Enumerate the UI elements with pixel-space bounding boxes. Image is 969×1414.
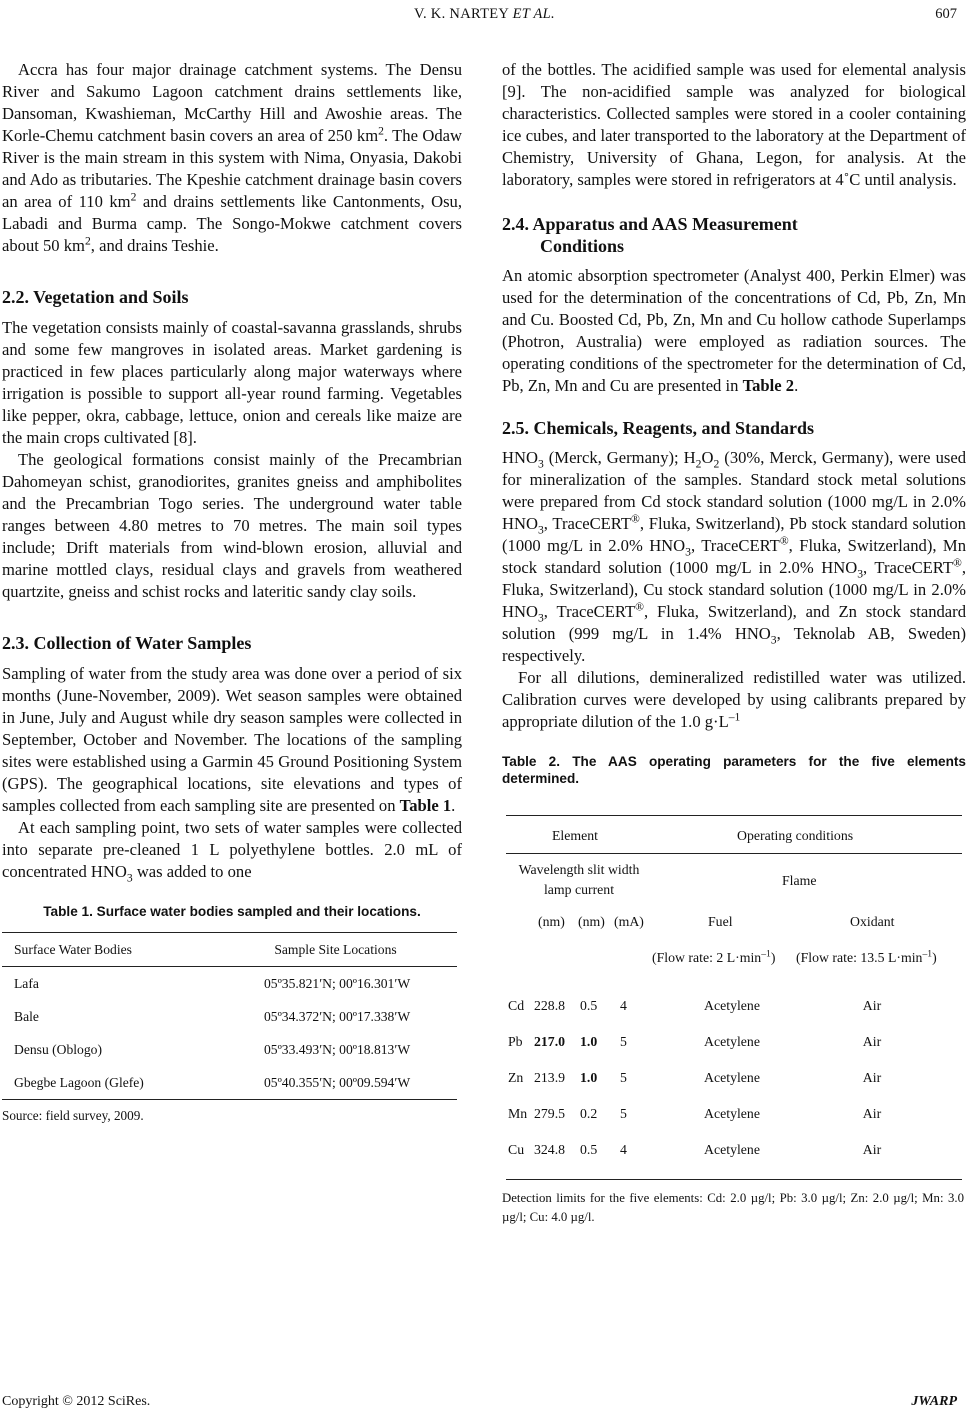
section-heading-apparatus: 2.4. Apparatus and AAS Measurement Conditions <box>502 214 798 256</box>
table2-cell-wavelength: 217.0 <box>534 1034 566 1049</box>
table2-unit-ma: (mA) <box>614 914 644 929</box>
table2-cell-fuel: Acetylene <box>704 1070 760 1085</box>
table2-cell-fuel: Acetylene <box>704 1034 760 1049</box>
section-heading-collection: 2.3. Collection of Water Samples <box>2 633 252 653</box>
left-column <box>2 59 462 1125</box>
table1-cell-name: Densu (Oblogo) <box>14 1041 102 1057</box>
table1-header-locations: Sample Site Locations <box>274 941 397 957</box>
dilution-paragraph: For all dilutions, demineralized redistilled water was utilized. Calibration curves were developed by using calibrants prepared by appropriate dilution of the 1.0 $g\cdot L^{-1}$ <box>502 668 966 731</box>
sampling-paragraph: Sampling of water from the study area was done over a period of six months (June-November, 2009). Wet season samples were obtained in June, July and August while dry season samples were collected in September, October and November. The locations of the sampling sites were established using a Garmin 45 Ground Positioning System (GPS). The geographical locations, site elevations and types of samples collected from each sampling site are presented on Table 1. <box>2 664 462 815</box>
table2-cell-fuel: Acetylene <box>704 1142 760 1157</box>
table-row <box>2 967 457 1001</box>
table1-cell-name: Lafa <box>14 975 39 991</box>
table2-cell-current: 5 <box>620 1106 627 1121</box>
header-author: V. K. NARTEY <box>414 6 509 22</box>
table2-cell-wavelength: 324.8 <box>534 1142 566 1157</box>
table2-cell-wavelength: 228.8 <box>534 998 566 1013</box>
table2-cell-slit: 0.5 <box>580 998 598 1013</box>
header-et-al: ET AL. <box>512 6 555 22</box>
table2-cell-current: 5 <box>620 1034 627 1049</box>
table2-cell-element: Cu <box>508 1142 525 1157</box>
table2-cell-oxidant: Air <box>862 998 882 1013</box>
table1-caption: Table 1. Surface water bodies sampled and their locations. <box>43 904 421 919</box>
table2-cell-fuel: Acetylene <box>704 998 760 1013</box>
table2-top-rule <box>506 815 962 816</box>
table1-cell-name: Bale <box>14 1008 39 1024</box>
journal-name: JWARP <box>911 1394 957 1409</box>
table2-cell-slit: 0.5 <box>580 1142 598 1157</box>
table2-cell-element: Cd <box>508 998 525 1013</box>
table2-oxidant-flow-rate: (Flow rate: 13.5 $L\cdot\min^{-1}$) <box>796 948 937 965</box>
table2-cell-element: Mn <box>508 1106 528 1121</box>
table2-cell-slit: 0.2 <box>580 1106 598 1121</box>
table1 <box>2 932 457 1100</box>
copyright: Copyright © 2012 SciRes. <box>2 1394 151 1409</box>
table-row <box>2 1000 457 1033</box>
catchment-paragraph: Accra has four major drainage catchment systems. The Densu River and Sakumo Lagoon catchment drains settlements like, Dansoman, Kwashieman, McCarthy Hill and Awoshie areas. The Korle-Chemu catchment basin covers an area of 250 $km^2$. The Odaw River is the main stream in this system with Nima, Onyasia, Dakobi and Ado as tributaries. The Kpeshie catchment drainage basin covers an area of 110 $km^2$ and drains settlements like Cantonments, Osu, Labadi and Burma camp. The Songo-Mokwe catchment covers about 50 $km^2$, and drains Teshie. <box>2 60 462 255</box>
table2-cell-slit: 1.0 <box>580 1070 598 1085</box>
table2-cell-oxidant: Air <box>862 1034 882 1049</box>
table2-unit-nm-wavelength: (nm) <box>538 914 565 929</box>
table2-head-oxidant: Oxidant <box>850 914 895 929</box>
table2-head-fuel: Fuel <box>708 914 733 929</box>
table2-head-element: Element <box>552 828 598 843</box>
table2-cell-slit: 1.0 <box>580 1034 598 1049</box>
running-header <box>0 6 969 23</box>
storage-paragraph: of the bottles. The acidified sample was used for elemental analysis [9]. The non-acidified sample was analyzed for biological characteristics. Collected samples were stored in a cooler containing ice cubes, and later transported to the laboratory at the Department of Chemistry, University of Ghana, Legon, for analysis. At the laboratory, samples were stored in refrigerators at 4˚C until analysis. <box>502 60 966 189</box>
table2-caption: Table 2. The AAS operating parameters for the five elements determined. <box>502 754 966 786</box>
table2-cell-current: 4 <box>620 1142 627 1157</box>
table1-header-row <box>2 933 457 967</box>
right-column <box>502 59 966 1224</box>
table1-cell-location: 05º34.372′N; 00º17.338′W <box>264 1008 411 1024</box>
table1-cell-location: 05º40.355′N; 00º09.594′W <box>214 1066 457 1100</box>
chemicals-paragraph: $HNO_3$ (Merck, Germany); $H_2O_2$ (30%, Merck, Germany), were used for mineralization of the samples. Standard stock metal solutions were prepared from Cd stock standard solution (1000 mg/L in 2.0% $HNO_3$, TraceCERT®, Fluka, Switzerland), Pb stock standard solution (1000 mg/L in 2.0% $HNO_3$, TraceCERT®, Fluka, Switzerland), Mn stock standard solution (1000 mg/L in 2.0% $HNO_3$, TraceCERT®, Fluka, Switzerland), Cu stock standard solution (1000 mg/L in 2.0% $HNO_3$, TraceCERT®, Fluka, Switzerland), and Zn stock standard solution (999 mg/L in 1.4% $HNO_3$, Teknolab AB, Sweden) respectively. <box>502 448 966 665</box>
table2-cell-current: 4 <box>620 998 627 1013</box>
table1-cell-location: 05º35.821′N; 00º16.301′W <box>264 975 411 991</box>
table2-detection-note: Detection limits for the five elements: Cd: 2.0 µg/l; Pb: 3.0 µg/l; Zn: 2.0 µg/l; Mn: 3.0 µg/l; Cu: 4.0 µg/l. <box>502 1191 964 1224</box>
bottles-paragraph: At each sampling point, two sets of water samples were collected into separate pre-cleaned 1 L polyethylene bottles. 2.0 mL of concentrated $HNO_3$ was added to one <box>2 818 462 885</box>
table1-header-bodies: Surface Water Bodies <box>14 941 132 957</box>
table2-cell-element: Pb <box>508 1034 523 1049</box>
table-row <box>2 1066 457 1100</box>
table2-head-flame: Flame <box>782 873 817 888</box>
vegetation-paragraph: The vegetation consists mainly of coastal-savanna grasslands, shrubs and some few mangroves in isolated areas. Market gardening is practiced in few places particularly along major waterways where irrigation is possible to support all-year round farming. Vegetables like pepper, okra, cabbage, lettuce, onion and cereals like maize are the main crops cultivated [8]. <box>2 318 462 447</box>
table2-fuel-flow-rate: (Flow rate: 2 $L\cdot\min^{-1}$) <box>652 948 776 965</box>
table2-header-rule <box>506 853 962 854</box>
section-heading-vegetation: 2.2. Vegetation and Soils <box>2 287 189 307</box>
table2-unit-nm-slit: (nm) <box>578 914 605 929</box>
geology-paragraph: The geological formations consist mainly of the Precambrian Dahomeyan schist, granodiorites, granites gneiss and amphibolites and the Precambrian Togo series. The underground water table ranges between 4.80 metres to 70 metres. The main soil types include; Drift materials from wind-blown erosion, alluvial and marine mottled clays, residual clays and gravels from weathered quartzite, gneiss and schist rocks and lateritic sandy clay soils. <box>2 450 462 601</box>
section-heading-chemicals: 2.5. Chemicals, Reagents, and Standards <box>502 418 815 438</box>
table1-cell-location: 05º33.493′N; 00º18.813′W <box>264 1041 411 1057</box>
table2-cell-current: 5 <box>620 1070 627 1085</box>
table2-cell-fuel: Acetylene <box>704 1106 760 1121</box>
table-row <box>2 1033 457 1066</box>
table1-source: Source: field survey, 2009. <box>2 1108 144 1123</box>
table2-head-wavelength: Wavelength slit width lamp current <box>518 862 640 897</box>
table1-cell-name: Gbegbe Lagoon (Glefe) <box>2 1066 214 1100</box>
page-number: 607 <box>935 6 957 22</box>
table2-cell-element: Zn <box>508 1070 524 1085</box>
apparatus-paragraph: An atomic absorption spectrometer (Analyst 400, Perkin Elmer) was used for the determination of the concentrations of Cd, Pb, Zn, Mn and Cu. Boosted Cd, Pb, Zn, Mn and Cu hollow cathode Superlamps (Photron, Australia) were employed as radiation sources. The operating conditions of the spectrometer for the determination of Cd, Pb, Zn, Mn and Cu are presented in Table 2. <box>502 266 966 395</box>
table2-cell-oxidant: Air <box>862 1106 882 1121</box>
table2-cell-wavelength: 213.9 <box>534 1070 566 1085</box>
table2-head-conditions: Operating conditions <box>737 828 854 843</box>
table2-cell-oxidant: Air <box>862 1070 882 1085</box>
table2-cell-wavelength: 279.5 <box>534 1106 566 1121</box>
table2-cell-oxidant: Air <box>862 1142 882 1157</box>
table2-bottom-rule <box>506 1179 962 1180</box>
